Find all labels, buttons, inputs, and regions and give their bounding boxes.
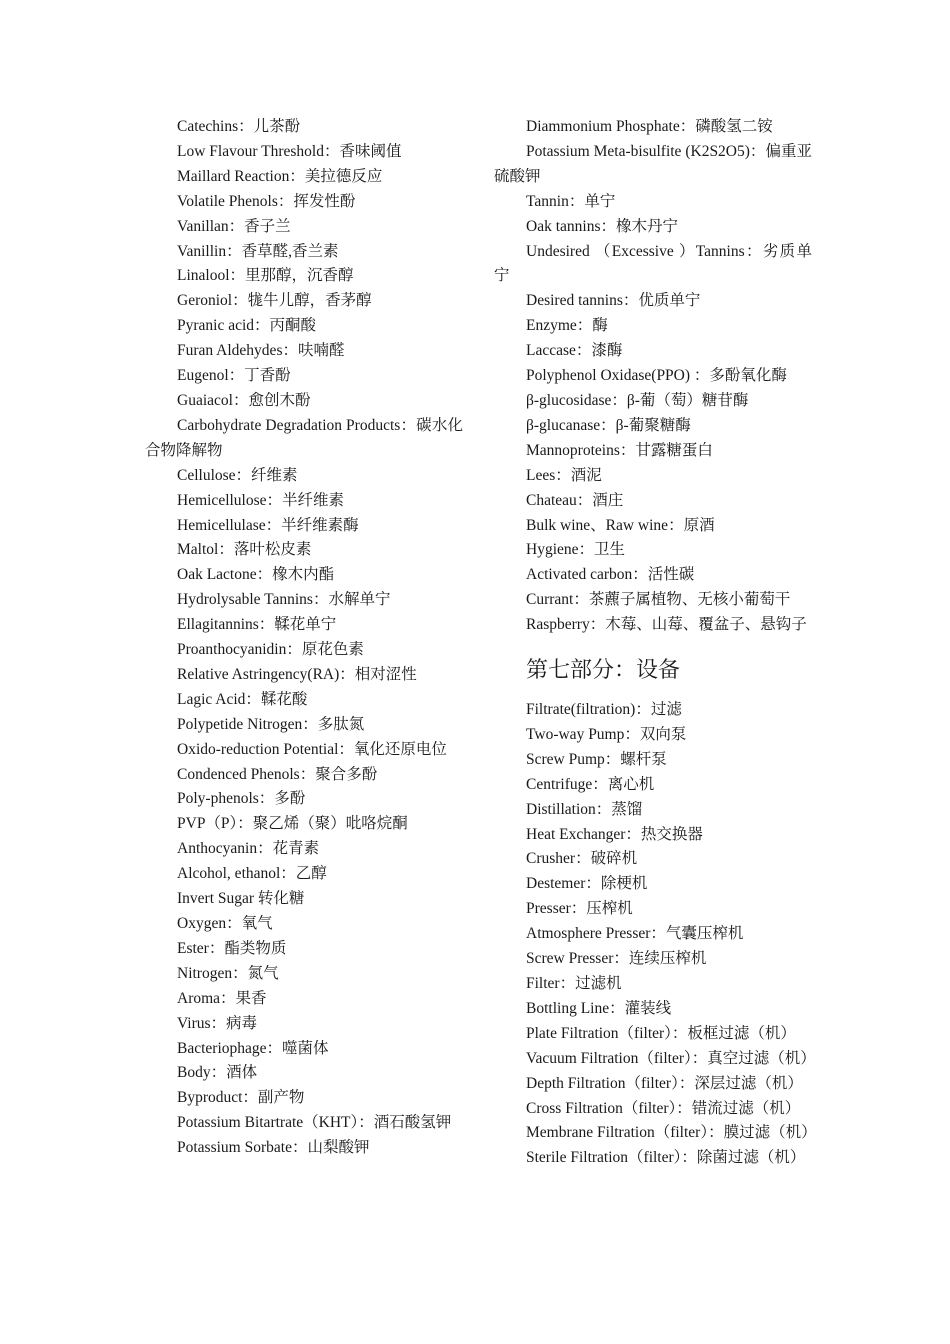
- glossary-entry: Hygiene：卫生: [526, 541, 626, 559]
- glossary-entry: Polyphenol Oxidase(PPO) ：多酚氧化酶: [526, 367, 787, 385]
- glossary-entry: Guaiacol：愈创木酚: [177, 391, 311, 409]
- glossary-entry: Furan Aldehydes：呋喃醛: [177, 342, 345, 360]
- glossary-entry: Aroma：果香: [177, 989, 267, 1007]
- glossary-entry: Vanillin：香草醛,香兰素: [177, 242, 339, 260]
- glossary-entry: Catechins：儿茶酚: [177, 118, 301, 135]
- glossary-entry: Potassium Bitartrate（KHT）：酒石酸氢钾: [177, 1114, 452, 1132]
- glossary-entry: Body：酒体: [177, 1064, 258, 1082]
- glossary-entry: Proanthocyanidin：原花色素: [177, 641, 364, 659]
- glossary-entry: Activated carbon：活性碳: [526, 566, 695, 584]
- glossary-entry: Volatile Phenols：挥发性酚: [177, 192, 356, 210]
- glossary-entry: PVP（P）：聚乙烯（聚）吡咯烷酮: [177, 815, 408, 833]
- glossary-entry: Oxygen：氧气: [177, 915, 273, 932]
- glossary-entry: Relative Astringency(RA)：相对涩性: [177, 665, 417, 683]
- glossary-entry: Bulk wine、Raw wine：原酒: [526, 516, 715, 534]
- glossary-entry: Geroniol：牻牛儿醇，香茅醇: [177, 292, 372, 310]
- right-column: [494, 115, 817, 1171]
- glossary-entry: Oak tannins：橡木丹宁: [526, 217, 678, 235]
- section-heading: 第七部分：设备: [526, 657, 681, 683]
- glossary-entry: Poly-phenols：多酚: [177, 790, 306, 808]
- glossary-entry: Nitrogen：氮气: [177, 964, 279, 982]
- glossary-entry: Tannin：单宁: [526, 192, 616, 210]
- glossary-entry: Enzyme：酶: [526, 317, 608, 335]
- glossary-entry: Centrifuge：离心机: [526, 775, 655, 793]
- glossary-entry: Depth Filtration（filter）：深层过滤（机）: [526, 1074, 803, 1092]
- glossary-entry: Eugenol：丁香酚: [177, 367, 291, 385]
- glossary-entry: Alcohol, ethanol：乙醇: [177, 865, 327, 883]
- glossary-entry: Raspberry：木莓、山莓、覆盆子、悬钩子: [526, 616, 807, 634]
- glossary-entry: Hydrolysable Tannins：水解单宁: [177, 591, 391, 609]
- glossary-entry: Potassium Meta-bisulfite (K2S2O5)：偏重亚硫酸钾: [494, 142, 812, 185]
- glossary-entry: Undesired （Excessive ）Tannins：劣质单宁: [494, 242, 812, 285]
- glossary-entry: Oxido-reduction Potential：氧化还原电位: [177, 740, 447, 758]
- glossary-entry: Cellulose：纤维素: [177, 466, 298, 484]
- glossary-entry: Destemer：除梗机: [526, 875, 648, 893]
- glossary-entry: Desired tannins：优质单宁: [526, 292, 701, 310]
- glossary-entry: Mannoproteins：甘露糖蛋白: [526, 441, 713, 459]
- glossary-entry: Plate Filtration（filter）：板框过滤（机）: [526, 1024, 796, 1042]
- glossary-entry: Oak Lactone：橡木内酯: [177, 566, 335, 584]
- glossary-entry: β-glucanase：β-葡聚糖酶: [526, 416, 691, 434]
- glossary-entry: Crusher：破碎机: [526, 850, 638, 868]
- left-column: [145, 115, 463, 1161]
- glossary-entry: Linalool：里那醇，沉香醇: [177, 267, 354, 285]
- glossary-entry: Cross Filtration（filter）：错流过滤（机）: [526, 1099, 801, 1117]
- glossary-entry: Two-way Pump：双向泵: [526, 725, 687, 743]
- glossary-entry: Vanillan：香子兰: [177, 217, 291, 235]
- glossary-entry: Screw Presser：连续压榨机: [526, 950, 707, 968]
- glossary-entry: Polypetide Nitrogen：多肽氮: [177, 715, 365, 733]
- glossary-entry: Lees：酒泥: [526, 466, 602, 484]
- glossary-entry: Chateau：酒庄: [526, 491, 624, 509]
- glossary-entry: Screw Pump：螺杆泵: [526, 750, 667, 768]
- glossary-entry: Hemicellulose：半纤维素: [177, 491, 345, 509]
- glossary-entry: Hemicellulase：半纤维素酶: [177, 516, 359, 534]
- glossary-entry: Maltol：落叶松皮素: [177, 541, 312, 559]
- glossary-entry: Pyranic acid：丙酮酸: [177, 317, 317, 335]
- glossary-entry: Vacuum Filtration（filter）：真空过滤（机）: [526, 1049, 816, 1067]
- glossary-entry: Invert Sugar 转化糖: [177, 890, 305, 908]
- glossary-entry: β-glucosidase：β-葡（萄）糖苷酶: [526, 391, 749, 409]
- glossary-entry: Membrane Filtration（filter）：膜过滤（机）: [526, 1124, 817, 1142]
- glossary-entry: Anthocyanin：花青素: [177, 840, 320, 858]
- glossary-entry: Carbohydrate Degradation Products：碳水化合物降解物: [145, 416, 463, 459]
- glossary-entry: Currant：茶藨子属植物、无核小葡萄干: [526, 591, 791, 609]
- glossary-entry: Presser：压榨机: [526, 900, 633, 918]
- glossary-entry: Maillard Reaction：美拉德反应: [177, 167, 383, 185]
- glossary-entry: Diammonium Phosphate：磷酸氢二铵: [526, 118, 773, 135]
- glossary-entry: Potassium Sorbate：山梨酸钾: [177, 1139, 370, 1157]
- glossary-entry: Sterile Filtration（filter）：除菌过滤（机）: [526, 1149, 806, 1167]
- glossary-entry: Condenced Phenols：聚合多酚: [177, 765, 378, 783]
- glossary-entry: Bottling Line：灌装线: [526, 999, 672, 1017]
- glossary-entry: Virus：病毒: [177, 1014, 258, 1032]
- glossary-entry: Lagic Acid：鞣花酸: [177, 690, 308, 708]
- glossary-entry: Bacteriophage：噬菌体: [177, 1039, 329, 1057]
- glossary-entry: Atmosphere Presser：气囊压榨机: [526, 925, 744, 943]
- glossary-entry: Byproduct：副产物: [177, 1089, 305, 1107]
- glossary-entry: Filter：过滤机: [526, 975, 622, 992]
- glossary-entry: Distillation：蒸馏: [526, 800, 643, 818]
- glossary-entry: Heat Exchanger：热交换器: [526, 825, 703, 843]
- glossary-entry: Low Flavour Threshold：香味阈值: [177, 142, 402, 160]
- glossary-entry: Filtrate(filtration)：过滤: [526, 701, 682, 719]
- glossary-entry: Ellagitannins：鞣花单宁: [177, 616, 337, 634]
- glossary-entry: Ester：酯类物质: [177, 939, 287, 957]
- glossary-entry: Laccase：漆酶: [526, 342, 623, 360]
